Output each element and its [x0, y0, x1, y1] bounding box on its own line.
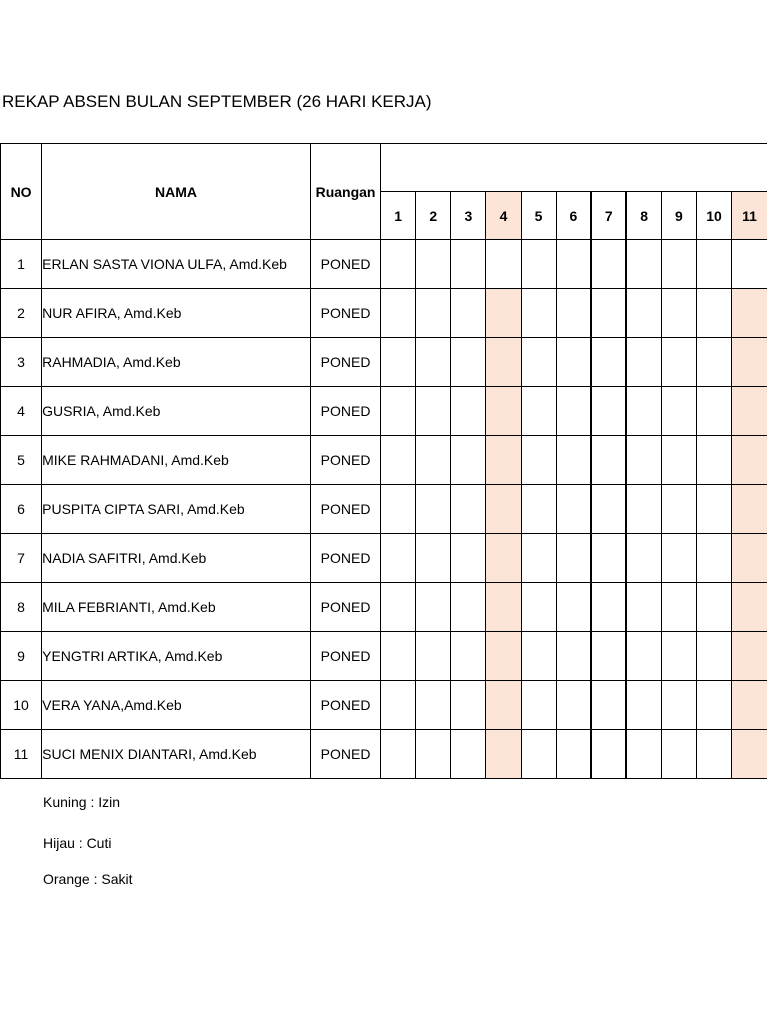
legend-orange: Orange : Sakit — [43, 871, 133, 887]
day-cell-6[interactable] — [556, 632, 591, 681]
day-cell-8[interactable] — [626, 632, 661, 681]
table-row — [1, 730, 768, 779]
header-day-2: 2 — [416, 192, 451, 240]
day-cell-10[interactable] — [696, 240, 731, 289]
day-cell-7[interactable] — [591, 387, 626, 436]
day-cell-4[interactable] — [486, 338, 521, 387]
day-cell-10[interactable] — [696, 387, 731, 436]
day-cell-10[interactable] — [696, 681, 731, 730]
day-cell-5[interactable] — [521, 485, 556, 534]
day-cell-3[interactable] — [451, 338, 486, 387]
day-cell-3[interactable] — [451, 240, 486, 289]
day-cell-6[interactable] — [556, 289, 591, 338]
day-cell-10[interactable] — [696, 632, 731, 681]
day-cell-4[interactable] — [486, 289, 521, 338]
day-cell-5[interactable] — [521, 534, 556, 583]
day-cell-2[interactable] — [416, 485, 451, 534]
table-row — [1, 485, 768, 534]
day-cell-11[interactable] — [732, 485, 767, 534]
row-ruangan: PONED — [310, 338, 380, 387]
row-ruangan: PONED — [310, 240, 380, 289]
day-cell-9[interactable] — [661, 338, 696, 387]
day-cell-8[interactable] — [626, 240, 661, 289]
day-cell-8[interactable] — [626, 730, 661, 779]
day-cell-7[interactable] — [591, 534, 626, 583]
day-cell-10[interactable] — [696, 289, 731, 338]
legend-hijau: Hijau : Cuti — [43, 835, 112, 851]
day-cell-4[interactable] — [486, 387, 521, 436]
day-cell-10[interactable] — [696, 534, 731, 583]
row-nama: VERA YANA,Amd.Keb — [42, 681, 311, 730]
row-nama: NADIA SAFITRI, Amd.Keb — [42, 534, 311, 583]
day-cell-1[interactable] — [381, 730, 416, 779]
table-body — [1, 240, 768, 779]
row-ruangan: PONED — [310, 485, 380, 534]
day-cell-6[interactable] — [556, 730, 591, 779]
day-cell-2[interactable] — [416, 534, 451, 583]
day-cell-1[interactable] — [381, 681, 416, 730]
day-cell-4[interactable] — [486, 632, 521, 681]
day-cell-10[interactable] — [696, 583, 731, 632]
day-cell-11[interactable] — [732, 387, 767, 436]
row-nama: SUCI MENIX DIANTARI, Amd.Keb — [42, 730, 311, 779]
day-cell-9[interactable] — [661, 534, 696, 583]
row-no: 10 — [1, 681, 42, 730]
day-cell-5[interactable] — [521, 338, 556, 387]
day-cell-3[interactable] — [451, 436, 486, 485]
day-cell-5[interactable] — [521, 730, 556, 779]
day-cell-3[interactable] — [451, 387, 486, 436]
day-cell-6[interactable] — [556, 436, 591, 485]
day-cell-11[interactable] — [732, 289, 767, 338]
day-cell-1[interactable] — [381, 534, 416, 583]
day-cell-1[interactable] — [381, 436, 416, 485]
day-cell-2[interactable] — [416, 583, 451, 632]
day-cell-5[interactable] — [521, 436, 556, 485]
day-cell-6[interactable] — [556, 240, 591, 289]
header-day-3: 3 — [451, 192, 486, 240]
day-cell-8[interactable] — [626, 387, 661, 436]
header-day-8: 8 — [626, 192, 661, 240]
row-nama: MILA FEBRIANTI, Amd.Keb — [42, 583, 311, 632]
day-cell-3[interactable] — [451, 485, 486, 534]
row-ruangan: PONED — [310, 730, 380, 779]
table-row — [1, 436, 768, 485]
table-row — [1, 632, 768, 681]
row-ruangan: PONED — [310, 632, 380, 681]
day-cell-9[interactable] — [661, 583, 696, 632]
day-cell-9[interactable] — [661, 632, 696, 681]
row-no: 4 — [1, 387, 42, 436]
day-cell-1[interactable] — [381, 632, 416, 681]
row-no: 3 — [1, 338, 42, 387]
day-cell-9[interactable] — [661, 387, 696, 436]
day-cell-11[interactable] — [732, 632, 767, 681]
day-cell-5[interactable] — [521, 289, 556, 338]
day-cell-6[interactable] — [556, 338, 591, 387]
header-no: NO — [1, 144, 42, 240]
header-day-9: 9 — [661, 192, 696, 240]
day-cell-9[interactable] — [661, 485, 696, 534]
header-day-7: 7 — [591, 192, 626, 240]
row-nama: GUSRIA, Amd.Keb — [42, 387, 311, 436]
day-cell-6[interactable] — [556, 583, 591, 632]
day-cell-4[interactable] — [486, 485, 521, 534]
day-cell-9[interactable] — [661, 436, 696, 485]
day-cell-5[interactable] — [521, 681, 556, 730]
row-ruangan: PONED — [310, 534, 380, 583]
day-cell-11[interactable] — [732, 240, 767, 289]
day-cell-2[interactable] — [416, 436, 451, 485]
day-cell-1[interactable] — [381, 485, 416, 534]
day-cell-1[interactable] — [381, 583, 416, 632]
day-cell-5[interactable] — [521, 583, 556, 632]
day-cell-7[interactable] — [591, 583, 626, 632]
day-cell-3[interactable] — [451, 289, 486, 338]
day-cell-3[interactable] — [451, 583, 486, 632]
row-ruangan: PONED — [310, 681, 380, 730]
row-ruangan: PONED — [310, 436, 380, 485]
day-cell-11[interactable] — [732, 583, 767, 632]
header-day-10: 10 — [696, 192, 731, 240]
day-cell-6[interactable] — [556, 681, 591, 730]
row-no: 1 — [1, 240, 42, 289]
day-cell-4[interactable] — [486, 534, 521, 583]
day-cell-8[interactable] — [626, 534, 661, 583]
table-row — [1, 534, 768, 583]
day-cell-1[interactable] — [381, 289, 416, 338]
page-title: REKAP ABSEN BULAN SEPTEMBER (26 HARI KERJA) — [2, 92, 432, 111]
day-cell-3[interactable] — [451, 681, 486, 730]
day-cell-7[interactable] — [591, 730, 626, 779]
legend-kuning: Kuning : Izin — [43, 794, 121, 810]
day-cell-4[interactable] — [486, 240, 521, 289]
row-no: 5 — [1, 436, 42, 485]
table-row — [1, 240, 768, 289]
day-cell-7[interactable] — [591, 681, 626, 730]
header-day-4: 4 — [486, 192, 521, 240]
day-cell-11[interactable] — [732, 436, 767, 485]
day-cell-10[interactable] — [696, 436, 731, 485]
day-cell-7[interactable] — [591, 485, 626, 534]
table-row — [1, 289, 768, 338]
day-cell-8[interactable] — [626, 583, 661, 632]
day-cell-7[interactable] — [591, 338, 626, 387]
day-cell-4[interactable] — [486, 730, 521, 779]
row-no: 11 — [1, 730, 42, 779]
row-nama: YENGTRI ARTIKA, Amd.Keb — [42, 632, 311, 681]
row-nama: PUSPITA CIPTA SARI, Amd.Keb — [42, 485, 311, 534]
day-cell-9[interactable] — [661, 730, 696, 779]
header-ruangan: Ruangan — [310, 144, 380, 240]
day-cell-2[interactable] — [416, 632, 451, 681]
day-cell-7[interactable] — [591, 632, 626, 681]
day-cell-10[interactable] — [696, 730, 731, 779]
day-cell-4[interactable] — [486, 583, 521, 632]
day-cell-8[interactable] — [626, 289, 661, 338]
day-cell-8[interactable] — [626, 436, 661, 485]
table-row — [1, 583, 768, 632]
day-cell-6[interactable] — [556, 534, 591, 583]
day-cell-11[interactable] — [732, 338, 767, 387]
day-cell-3[interactable] — [451, 730, 486, 779]
header-day-5: 5 — [521, 192, 556, 240]
table-row — [1, 338, 768, 387]
row-no: 2 — [1, 289, 42, 338]
attendance-table — [0, 143, 767, 779]
day-cell-9[interactable] — [661, 289, 696, 338]
row-nama: NUR AFIRA, Amd.Keb — [42, 289, 311, 338]
row-ruangan: PONED — [310, 387, 380, 436]
day-cell-3[interactable] — [451, 534, 486, 583]
day-cell-2[interactable] — [416, 289, 451, 338]
day-cell-9[interactable] — [661, 681, 696, 730]
day-cell-10[interactable] — [696, 338, 731, 387]
day-cell-7[interactable] — [591, 436, 626, 485]
day-cell-8[interactable] — [626, 485, 661, 534]
row-ruangan: PONED — [310, 583, 380, 632]
header-day-1: 1 — [381, 192, 416, 240]
day-cell-5[interactable] — [521, 240, 556, 289]
day-cell-8[interactable] — [626, 338, 661, 387]
day-cell-9[interactable] — [661, 240, 696, 289]
table-row — [1, 681, 768, 730]
day-cell-2[interactable] — [416, 387, 451, 436]
row-no: 6 — [1, 485, 42, 534]
day-cell-11[interactable] — [732, 730, 767, 779]
day-cell-7[interactable] — [591, 240, 626, 289]
day-cell-1[interactable] — [381, 240, 416, 289]
day-cell-1[interactable] — [381, 387, 416, 436]
header-day-6: 6 — [556, 192, 591, 240]
header-day-11: 11 — [732, 192, 767, 240]
day-cell-7[interactable] — [591, 289, 626, 338]
day-cell-2[interactable] — [416, 240, 451, 289]
day-cell-5[interactable] — [521, 387, 556, 436]
header-nama: NAMA — [42, 144, 311, 240]
table-row — [1, 387, 768, 436]
row-nama: ERLAN SASTA VIONA ULFA, Amd.Keb — [42, 240, 311, 289]
day-cell-6[interactable] — [556, 387, 591, 436]
row-ruangan: PONED — [310, 289, 380, 338]
row-nama: MIKE RAHMADANI, Amd.Keb — [42, 436, 311, 485]
day-cell-4[interactable] — [486, 436, 521, 485]
day-cell-8[interactable] — [626, 681, 661, 730]
day-cell-4[interactable] — [486, 681, 521, 730]
day-cell-11[interactable] — [732, 681, 767, 730]
day-cell-2[interactable] — [416, 730, 451, 779]
day-cell-10[interactable] — [696, 485, 731, 534]
header-days-group — [381, 144, 767, 192]
row-no: 7 — [1, 534, 42, 583]
day-cell-2[interactable] — [416, 681, 451, 730]
day-cell-5[interactable] — [521, 632, 556, 681]
day-cell-1[interactable] — [381, 338, 416, 387]
row-nama: RAHMADIA, Amd.Keb — [42, 338, 311, 387]
day-cell-2[interactable] — [416, 338, 451, 387]
row-no: 9 — [1, 632, 42, 681]
day-cell-3[interactable] — [451, 632, 486, 681]
day-cell-6[interactable] — [556, 485, 591, 534]
row-no: 8 — [1, 583, 42, 632]
day-cell-11[interactable] — [732, 534, 767, 583]
